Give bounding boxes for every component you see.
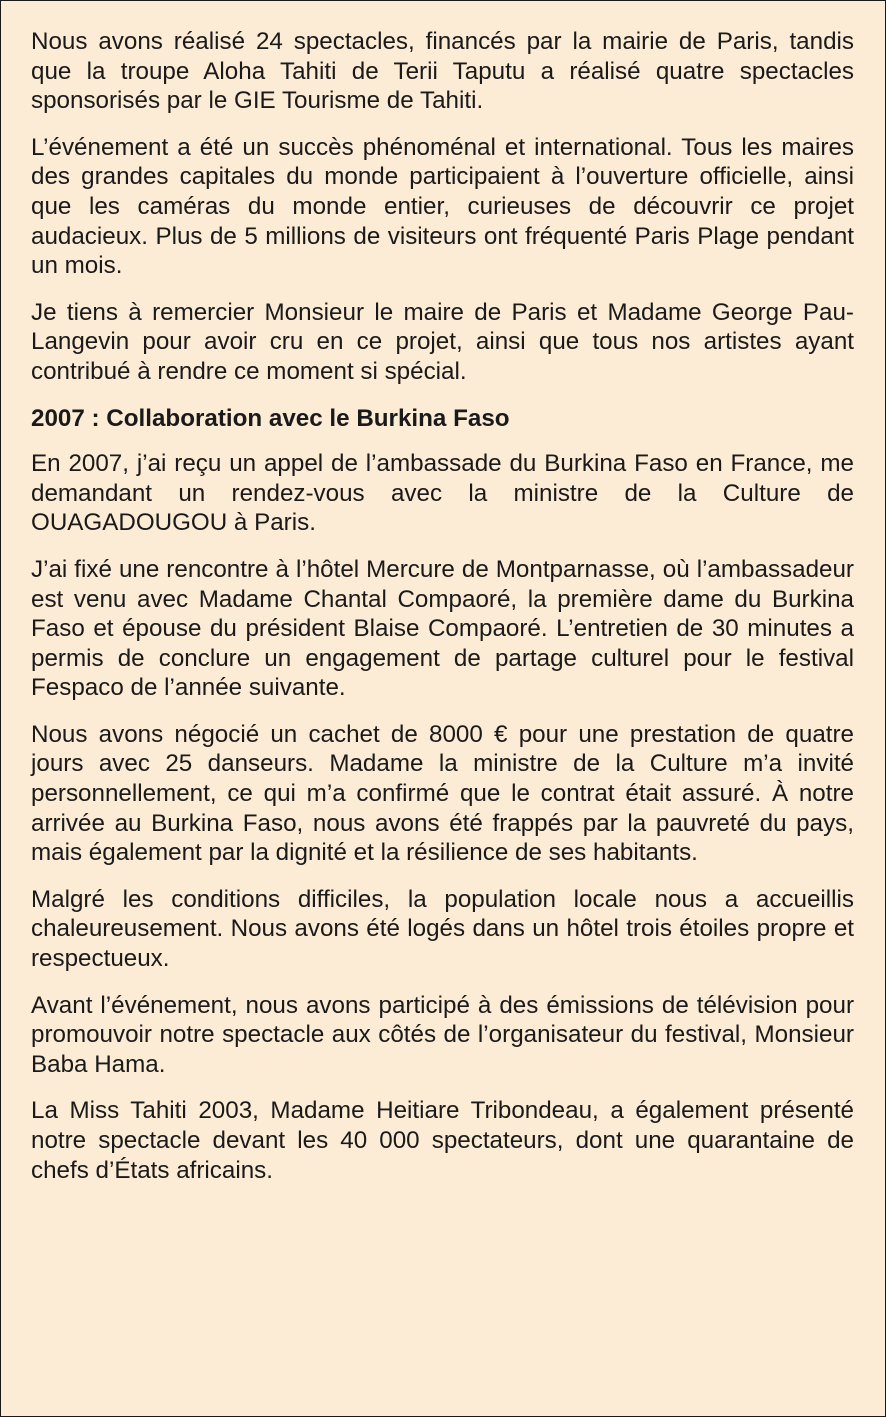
section-heading: 2007 : Collaboration avec le Burkina Faso xyxy=(31,404,510,432)
paragraph-rencontre: J’ai fixé une rencontre à l’hôtel Mercure de Montparnasse, où l’ambassadeur est venu avec Madame Chantal Compaoré, la première dame du Burkina Faso et épouse du président Blaise Compaoré. L’entretien de 30 minutes a permis de conclure un engagement de partage culturel pour le festival Fespaco de l’année suivante. xyxy=(31,555,854,702)
paragraph-accueil: Malgré les conditions difficiles, la population locale nous a accueillis chaleureusement. Nous avons été logés dans un hôtel trois étoiles propre et respectueux. xyxy=(31,885,854,973)
paragraph-remerciements: Je tiens à remercier Monsieur le maire de Paris et Madame George Pau-Langevin pour avoir cru en ce projet, ainsi que tous nos artistes ayant contribué à rendre ce moment si spécial. xyxy=(31,298,854,385)
paragraph-spectacles: Nous avons réalisé 24 spectacles, financés par la mairie de Paris, tandis que la troupe Aloha Tahiti de Terii Taputu a réalisé quatre spectacles sponsorisés par le GIE Tourisme de Tahiti. xyxy=(31,28,854,115)
paragraph-cachet: Nous avons négocié un cachet de 8000 € pour une prestation de quatre jours avec 25 danseurs. Madame la ministre de la Culture m’a invité personnellement, ce qui m’a confirmé que le contrat était assuré. À notre arrivée au Burkina Faso, nous avons été frappés par la pauvreté du pays, mais également par la dignité et la résilience de ses habitants. xyxy=(31,720,854,867)
paragraph-miss-tahiti: La Miss Tahiti 2003, Madame Heitiare Tribondeau, a également présenté notre spectacle devant les 40 000 spectateurs, dont une quarantaine de chefs d’États africains. xyxy=(31,1097,854,1184)
paragraph-emissions: Avant l’événement, nous avons participé à des émissions de télévision pour promouvoir notre spectacle aux côtés de l’organisateur du festival, Monsieur Baba Hama. xyxy=(31,991,854,1078)
document-body xyxy=(31,27,854,1202)
paragraph-evenement: L’événement a été un succès phénoménal et international. Tous les maires des grandes capitales du monde participaient à l’ouverture officielle, ainsi que les caméras du monde entier, curieuses de découvrir ce projet audacieux. Plus de 5 millions de visiteurs ont fréquenté Paris Plage pendant un mois. xyxy=(31,133,854,280)
paragraph-appel-ambassade: En 2007, j’ai reçu un appel de l’ambassade du Burkina Faso en France, me demandant un rendez-vous avec la ministre de la Culture de OUAGADOUGOU à Paris. xyxy=(31,450,854,537)
